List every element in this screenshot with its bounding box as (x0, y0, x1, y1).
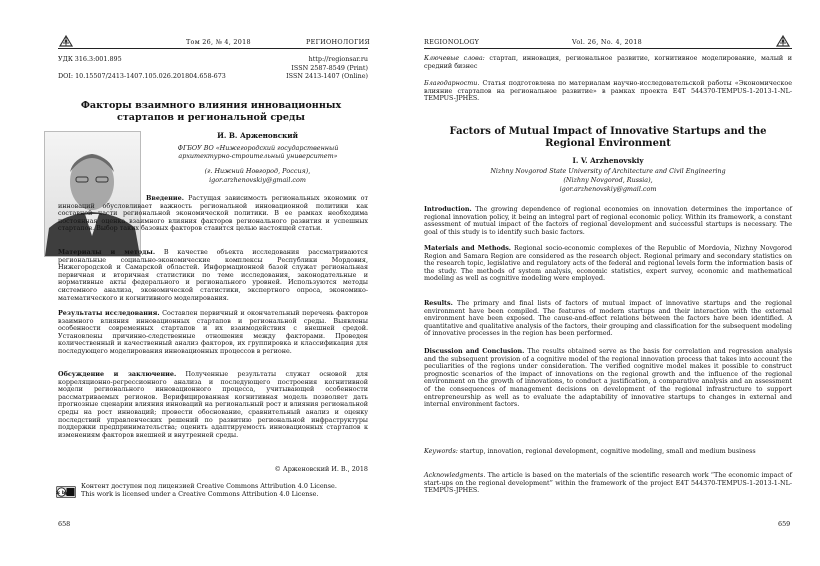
header-journal-name-en: REGIONOLOGY (424, 38, 480, 46)
keywords-ru (424, 55, 792, 70)
right-page (410, 0, 820, 566)
methods-text-en: Regional socio-economic complexes of the Republic of Mordovia, Nizhny Novgorod Region and Samara Region are considered as the research object. Regional primary and secondary statistics on the research topic, legislative and regulatory acts of the federal and regional levels form the information basis of the study. The methods of system analysis, economic statistics, expert survey, economic and mathematical modeling as well as cognitive modeling were employed. (424, 244, 792, 283)
header-rule (58, 48, 368, 49)
city-en: (Nizhny Novgorod, Russia), (563, 176, 653, 184)
methods-label-en: Materials and Methods. (424, 244, 512, 252)
intro-text-ru: Растущая зависимость региональных экономик от инноваций обусловливает важность региональной инновационной политики как составной части региональной экономической политики. В ее рамках необходима постоянная оценка взаимного влияния факторов регионального развития и успешных стартапов. Выбор таких базовых факторов ставится целью настоящей статьи. (58, 194, 368, 233)
keywords-en (424, 448, 792, 456)
abstract-discussion-en (424, 348, 792, 409)
doi[interactable]: DOI: 10.15507/2413-1407.105.026.201804.658-673 (58, 72, 226, 80)
article-title-en: Factors of Mutual Impact of Innovative Startups and the Regional Environment (449, 126, 767, 149)
ack-ru-label: Благодарности. (424, 79, 480, 87)
page-number-right: 659 (778, 520, 791, 528)
keywords-ru-text: стартап, инновация, региональное развитие, когнитивное моделирование, малый и средний бизнес (424, 54, 792, 70)
acknowledgments-ru (424, 80, 792, 103)
methods-text-ru: В качестве объекта исследования рассматриваются региональные социально-экономические комплексы Республики Мордовия, Нижегородской и Самарской областей. Информационной базой служат региональная первичная и вторичная статистики по теме исследования, законодательные и нормативные акты федерального и регионального уровней. Используются методы системного анализа, экономической статистики, экспертного опроса, экономико-математического и когнитивного моделирования. (58, 248, 368, 302)
cc-license-icon[interactable] (56, 483, 76, 495)
author-photo (44, 131, 141, 257)
abstract-discussion-ru (58, 371, 368, 439)
journal-logo-icon (58, 34, 74, 48)
discussion-text-ru: Полученные результаты служат основой для корреляционно-регрессионного анализа и последующего построения когнитивной модели регионального инновационного процесса, учитывающей особенности рассматриваемых регионов. Верифицированная когнитивная модель позволяет дать прогнозные сценарии влияния инноваций на региональный рост и влияния региональной среды на рост инноваций; провести обоснование, сравнительный анализ и оценку последствий управленческих решений по развитию региональной инфраструктуры поддержки предпринимательства; оценить адаптируемость инновационных стартапов к изменениям факторов внешней и внутренней среды. (58, 370, 368, 439)
issn-print: ISSN 2587-8549 (Print) (291, 63, 368, 72)
affiliation-en: Nizhny Novgorod State University of Architecture and Civil Engineering (490, 167, 726, 175)
page-number-left: 658 (58, 520, 71, 528)
abstract-results-ru (58, 310, 368, 356)
author-name-en: I. V. Arzhenovskiy (572, 156, 644, 165)
journal-url[interactable]: http://regionsar.ru (308, 55, 368, 63)
intro-label-en: Introduction. (424, 205, 472, 213)
article-title-ru: Факторы взаимного влияния инновационных стартапов и региональной среды (80, 100, 342, 123)
cc-label: cc by (56, 490, 69, 496)
discussion-label-ru: Обсуждение и заключение. (58, 370, 177, 378)
ack-en-label: Acknowledgments. (424, 471, 486, 479)
email-ru[interactable]: igor.arzhenovskiy@gmail.com (209, 176, 306, 184)
abstract-introduction-en (424, 206, 792, 236)
results-text-ru: Составлен первичный и окончательный перечень факторов взаимного влияния инновационных стартапов и региональной среды. Выявлены особенности современных стартапов и их взаимодействия с внешней средой. Установлены причинно-следственные отношения между факторами. Проведен количественный и качественный анализ факторов, их группировка и классификация для последующего моделирования инновационных процессов в регионе. (58, 309, 368, 355)
keywords-en-label: Keywords: (424, 447, 458, 455)
intro-label-ru: Введение. (146, 194, 184, 202)
intro-text-en: The growing dependence of regional economies on innovation determines the importance of regional innovation policy, it being an integral part of regional economic policy. Within its framework, a constant assessment of mutual impact of the factors of regional development and successful startups is necessary. The goal of this study is to identify such basic factors. (424, 205, 792, 236)
author-name-ru: И. В. Арженовский (217, 131, 298, 140)
header-journal-name: РЕГИОНОЛОГИЯ (306, 38, 370, 46)
license-en[interactable]: This work is licensed under a Creative Commons Attribution 4.0 License. (81, 490, 319, 498)
ack-ru-text: Статья подготовлена по материалам научно-исследовательской работы «Экономическое влияние стартапов на региональное развитие» в рамках проекта E4T 544370-TEMPUS-1-2013-1-NL-TEMPUS-JPHES. (424, 79, 792, 103)
header-volume-en: Vol. 26, No. 4, 2018 (572, 38, 642, 46)
discussion-text-en: The results obtained serve as the basis for correlation and regression analysis and the subsequent provision of a cognitive model of the regional innovation process that takes into account the peculiarities of the regions under consideration. The verified cognitive model makes it possible to construct prognostic scenarios of the impact of innovations on the regional growth and the influence of the regional environment on the growth of innovations, to conduct a justification, a comparative analysis and an assessment of the consequences of management decisions on development of the regional infrastructure to support entrepreneurship as well as to evaluate the adaptability of innovative startups to changes in external and internal environment factors. (424, 347, 792, 409)
discussion-label-en: Discussion and Conclusion. (424, 347, 525, 355)
header-volume: Том 26, № 4, 2018 (186, 38, 251, 46)
affiliation-ru: ФГБОУ ВО «Нижегородский государственный архитектурно-строительный университет» (177, 144, 339, 160)
keywords-ru-label: Ключевые слова: (424, 54, 485, 62)
abstract-methods-en (424, 245, 792, 283)
results-label-ru: Результаты исследования. (58, 309, 160, 317)
abstract-introduction-ru (58, 195, 368, 233)
email-en[interactable]: igor.arzhenovskiy@gmail.com (559, 185, 657, 193)
methods-label-ru: Материалы и методы. (58, 248, 156, 256)
city-ru: (г. Нижний Новгород, Россия), (204, 167, 311, 175)
keywords-en-text: startup, innovation, regional development, cognitive modeling, small and medium business (459, 447, 756, 455)
header-rule-right (424, 48, 792, 49)
results-label-en: Results. (424, 299, 453, 307)
abstract-results-en (424, 300, 792, 338)
license-ru[interactable]: Контент доступен под лицензией Creative Commons Attribution 4.0 License. (81, 482, 337, 490)
issn-online: ISSN 2413-1407 (Online) (286, 72, 368, 80)
ack-en-text: The article is based on the materials of the scientific research work “The economic impact of start-ups on the regional development” within the framework of the project E4T 544370-TEMPUS-1-2013-1-NL-TEMPUS-JPHES. (424, 471, 792, 495)
copyright: © Арженовский И. В., 2018 (274, 465, 368, 473)
acknowledgments-en (424, 472, 792, 495)
results-text-en: The primary and final lists of factors of mutual impact of innovative startups and the regional environment have been compiled. The features of modern startups and their interaction with the external environment have been exposed. The cause-and-effect relations between the factors have been identified. A quantitative and qualitative analysis of the factors, their grouping and classification for the subsequent modeling of innovative processes in the region has been performed. (424, 299, 792, 338)
udk-code: УДК 316.3:001.895 (58, 55, 122, 63)
journal-logo-icon-right (775, 34, 791, 48)
abstract-methods-ru (58, 249, 368, 302)
